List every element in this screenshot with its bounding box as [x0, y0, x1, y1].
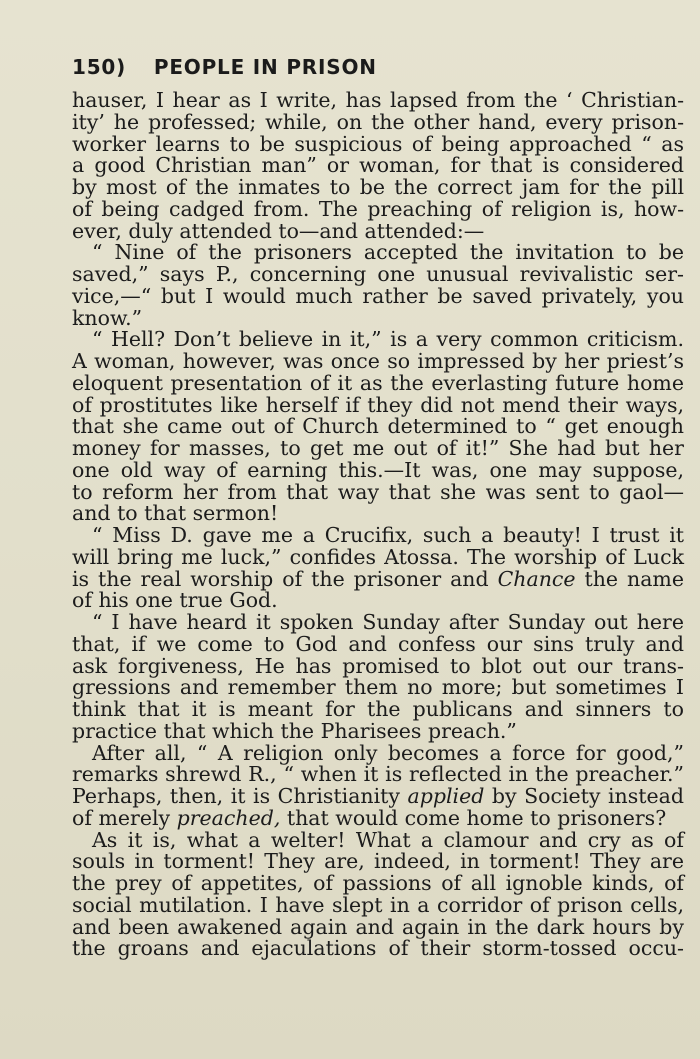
italic-emphasis: applied — [407, 784, 485, 808]
text-line: think that it is meant for the publicans and sinners to — [72, 697, 684, 721]
text-line: eloquent presentation of it as the everlasting future home — [72, 370, 684, 395]
text-line: gressions and remember them no more; but sometimes I — [72, 675, 684, 700]
text-line: know.” — [72, 305, 143, 330]
text-line: of prostitutes like herself if they did not mend their ways, — [72, 392, 684, 417]
text-line: hauser, I hear as I write, has lapsed from the ‘ Christian- — [72, 88, 684, 112]
running-head — [72, 55, 377, 79]
text-line: A woman, however, was once so impressed by her priest’s — [72, 349, 684, 373]
text-line: ever, duly attended to—and attended:— — [72, 218, 485, 243]
text-line: practice that which the Pharisees preach.” — [72, 718, 517, 743]
text-line: will bring me luck,” confides Atossa. The worship of Luck — [72, 544, 684, 569]
body-text — [72, 90, 684, 960]
paragraph-start: After all, “ A religion only becomes a force for good,” — [92, 740, 684, 765]
text-line: a good Christian man” or woman, for that is considered — [72, 153, 684, 178]
text-line: ask forgiveness, He has promised to blot out our trans- — [72, 653, 684, 678]
chapter-title: PEOPLE IN PRISON — [153, 55, 377, 79]
text-line: and to that sermon! — [72, 501, 279, 526]
text-line: of his one true God. — [72, 588, 278, 613]
text-line: of merely preached, that would come home to prisoners? — [72, 805, 667, 830]
text-line: the prey of appetites, of passions of all ignoble kinds, of — [72, 871, 684, 895]
text-line: saved,” says P., concerning one unusual revivalistic ser- — [72, 262, 684, 286]
text-line: of being cadged from. The preaching of religion is, how- — [72, 196, 684, 221]
text-line: to reform her from that way that she was sent to gaol— — [72, 479, 684, 504]
italic-emphasis: preached, — [176, 805, 281, 830]
text-line: ity’ he professed; while, on the other hand, every prison- — [72, 109, 684, 134]
italic-emphasis: Chance — [497, 566, 576, 591]
text-line: by most of the inmates to be the correct jam for the pill — [72, 175, 684, 199]
text-line: that, if we come to God and confess our sins truly and — [72, 631, 684, 656]
page-number: 150) — [72, 55, 127, 79]
text-line: money for masses, to get me out of it!” She had but her — [72, 436, 684, 460]
text-line: the groans and ejaculations of their storm-tossed occu- — [72, 936, 684, 961]
text-line: and been awakened again and again in the dark hours by — [72, 914, 684, 939]
paragraph-start: “ Hell? Don’t believe in it,” is a very common criticism. — [92, 327, 684, 352]
text-line: souls in torment! They are, indeed, in torment! They are — [72, 849, 684, 874]
paragraph-start: “ I have heard it spoken Sunday after Sunday out here — [92, 610, 684, 634]
text-line: Perhaps, then, it is Christianity applied by Society instead — [72, 784, 684, 808]
paragraph-start: “ Nine of the prisoners accepted the invitation to be — [92, 240, 684, 265]
text-line: social mutilation. I have slept in a corridor of prison cells, — [72, 892, 684, 917]
text-line: remarks shrewd R., “ when it is reflected in the preacher.” — [72, 762, 684, 787]
paragraph-start: As it is, what a welter! What a clamour and cry as of — [92, 827, 684, 852]
paragraph-start: “ Miss D. gave me a Crucifix, such a beauty! I trust it — [92, 523, 684, 547]
text-line: vice,—“ but I would much rather be saved privately, you — [72, 283, 684, 308]
text-line: that she came out of Church determined to “ get enough — [72, 414, 684, 439]
text-line: is the real worship of the prisoner and Chance the name — [72, 566, 685, 591]
text-line: worker learns to be suspicious of being approached “ as — [72, 131, 684, 156]
text-line: one old way of earning this.—It was, one may suppose, — [72, 457, 684, 482]
